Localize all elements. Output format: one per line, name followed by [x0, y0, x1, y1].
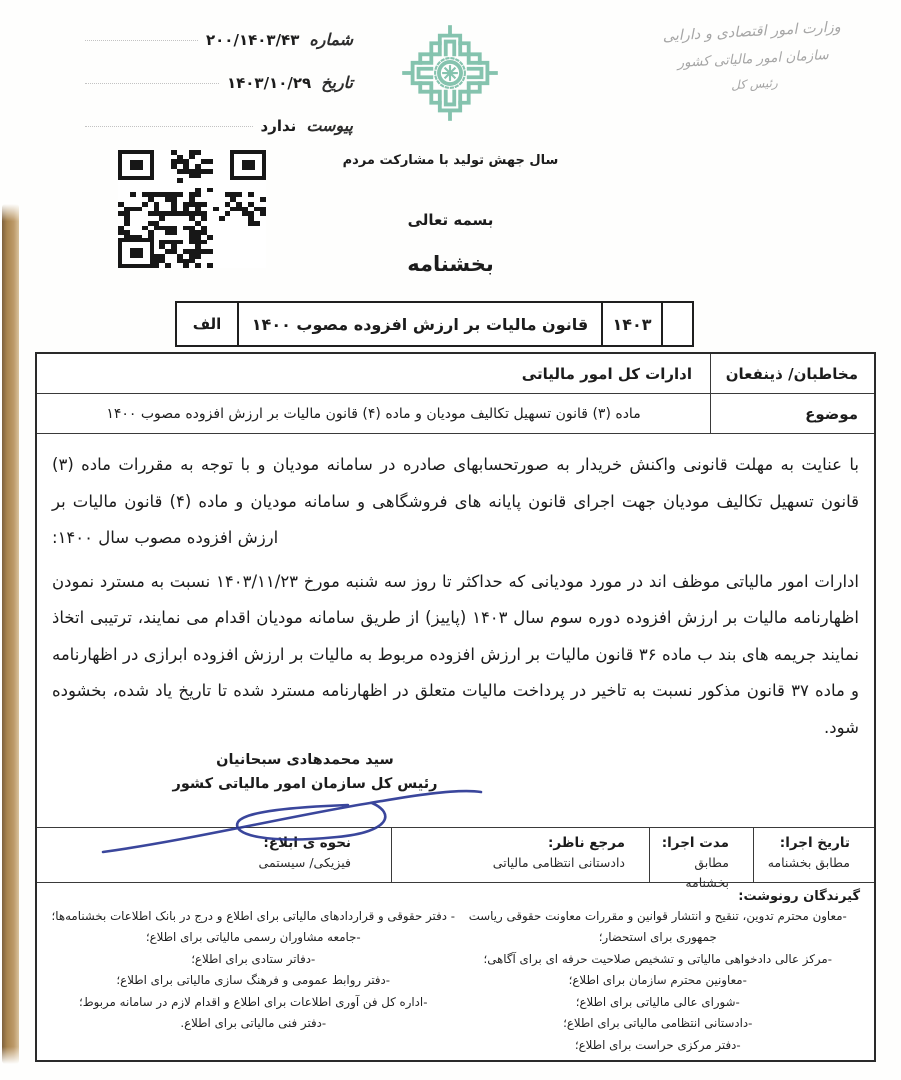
recipient-item: -دفتر فنی مالیاتی برای اطلاع.	[180, 1016, 327, 1031]
subject-row	[37, 394, 874, 434]
attachment-label: پیوست	[306, 116, 353, 135]
dotted-line	[85, 40, 198, 41]
execution-date-cell	[753, 828, 874, 882]
organization-name: سازمان امور مالیاتی کشور	[677, 47, 829, 71]
recipient-item: -دادستانی انتظامی مالیاتی برای اطلاع؛	[563, 1016, 753, 1031]
year-slogan: سال جهش تولید با مشارکت مردم	[342, 153, 559, 168]
date-label: تاریخ	[321, 73, 353, 92]
notification-method-label: نحوه ی ابلاغ:	[263, 834, 351, 851]
body-paragraph-1: با عنایت به مهلت قانونی واکنش خریدار به صورتحسابهای صادره در سامانه مودیان و با توجه به مقررات ماده (۳) قانون تسهیل تکالیف مودیان جهت اجرای قانون پایانه های فروشگاهی و سامانه مودیان و ماده (۴) قانون مالیات بر ارزش افزوده مصوب سال ۱۴۰۰:	[52, 455, 859, 548]
recipient-item: -جامعه مشاوران رسمی مالیاتی برای اطلاع؛	[145, 930, 361, 945]
body-section	[37, 434, 874, 827]
bismillah-text: بسمه تعالی	[407, 211, 494, 229]
recipient-item: -شورای عالی مالیاتی برای اطلاع؛	[575, 994, 740, 1009]
qr-modules	[118, 150, 266, 268]
qr-finder-icon	[118, 150, 154, 180]
recipient-item: -اداره کل فن آوری اطلاعات برای اطلاع و اقدام لازم در سامانه مربوط؛	[79, 994, 428, 1009]
copy-recipients-header: گیرندگان رونوشت:	[738, 888, 860, 904]
audience-row	[37, 354, 874, 394]
dotted-line	[85, 126, 253, 127]
recipient-item: -مرکز عالی دادخواهی مالیاتی و تشخیص صلاحیت حرفه ای برای آگاهی؛	[483, 951, 833, 966]
qr-code	[118, 150, 266, 268]
circular-main-table	[35, 352, 876, 1062]
supervisor-value: دادستانی انتظامی مالیاتی	[492, 854, 625, 870]
classification-letter: الف	[192, 315, 222, 333]
recipient-item: -معاون محترم تدوین، تنقیح و انتشار قوانین و مقررات معاونت حقوقی ریاست جمهوری برای استحضار؛	[468, 908, 847, 945]
duration-value: مطابق بخشنامه	[685, 854, 729, 890]
tax-organization-emblem-icon	[394, 22, 506, 124]
subject-value: ماده (۳) قانون تسهیل تکالیف مودیان و ماده (۴) قانون مالیات بر ارزش افزوده مصوب ۱۴۰۰	[106, 405, 641, 422]
recipient-item: -معاونین محترم سازمان برای اطلاع؛	[568, 973, 747, 988]
letterhead-calligraphy	[621, 17, 884, 98]
classification-year: ۱۴۰۳	[601, 303, 661, 345]
classification-law-title: قانون مالیات بر ارزش افزوده مصوب ۱۴۰۰	[237, 303, 601, 345]
copy-recipients-section	[37, 883, 874, 1061]
document-type-title: بخشنامه	[407, 252, 494, 276]
audience-value: ادارات کل امور مالیاتی	[521, 364, 692, 383]
classification-strip	[175, 301, 694, 347]
document-number-line	[85, 30, 353, 73]
dotted-line	[85, 83, 219, 84]
recipients-left-column	[51, 906, 456, 1057]
signatory-title: رئیس کل سازمان امور مالیاتی کشور	[172, 776, 438, 793]
date-value: ۱۴۰۳/۱۰/۲۹	[226, 74, 312, 92]
recipient-item: - دفتر حقوقی و قراردادهای مالیاتی برای اطلاع و درج در بانک اطلاعات بخشنامه‌ها؛	[51, 908, 455, 923]
audience-label: مخاطبان/ ذینفعان	[710, 354, 874, 393]
signatory-name: سید محمدهادی سبحانیان	[216, 752, 394, 769]
document-date-line	[85, 73, 353, 116]
subject-label: موضوع	[710, 394, 874, 433]
notification-method-cell	[37, 828, 391, 882]
recipient-item: -دفتر روابط عمومی و فرهنگ سازی مالیاتی برای اطلاع؛	[116, 973, 391, 988]
execution-date-value: مطابق بخشنامه	[767, 854, 850, 870]
signature-block	[140, 748, 470, 796]
number-value: ۲۰۰/۱۴۰۳/۴۳	[206, 31, 300, 49]
recipient-item: -دفاتر ستادی برای اطلاع؛	[191, 951, 316, 966]
recipients-right-column	[456, 906, 861, 1057]
body-paragraph-2: ادارات امور مالیاتی موظف اند در مورد مودیانی که حداکثر تا روز سه شنبه مورخ ۱۴۰۳/۱۱/۲۳ نسبت به مسترد نمودن اظهارنامه مالیات بر ارزش افزوده دوره سوم سال ۱۴۰۳ (پاییز) از طریق سامانه مودیان اقدام می نمایند، ترتیبی اتخاذ نمایند جریمه های بند ب ماده ۳۶ قانون مالیات بر ارزش افزوده مربوط به مالیات بر ارزش افزوده ابرازی در اظهارنامه و ماده ۳۷ قانون مذکور نسبت به تاخیر در پرداخت مالیات متعلق در اظهارنامه مسترد شده تا تاریخ یاد شده، بخشوده شود.	[52, 571, 860, 737]
classification-blank-cell	[661, 303, 692, 345]
office-title: رئیس کل	[730, 75, 779, 93]
duration-cell	[649, 828, 753, 890]
attachment-value: ندارد	[260, 117, 297, 135]
supervisor-cell	[391, 828, 649, 882]
qr-finder-icon	[230, 150, 266, 180]
execution-date-label: تاریخ اجرا:	[779, 834, 850, 851]
scanned-paper-edge	[2, 204, 19, 1064]
document-meta-block	[85, 30, 353, 159]
notification-method-value: فیزیکی/ سیستمی	[258, 854, 351, 870]
number-label: شماره	[309, 30, 353, 49]
duration-label: مدت اجرا:	[661, 834, 729, 851]
ministry-name: وزارت امور اقتصادی و دارایی	[662, 19, 842, 45]
execution-info-row	[37, 828, 874, 890]
recipient-item: -دفتر مرکزی حراست برای اطلاع؛	[574, 1037, 741, 1052]
supervisor-label: مرجع ناظر:	[547, 834, 625, 851]
